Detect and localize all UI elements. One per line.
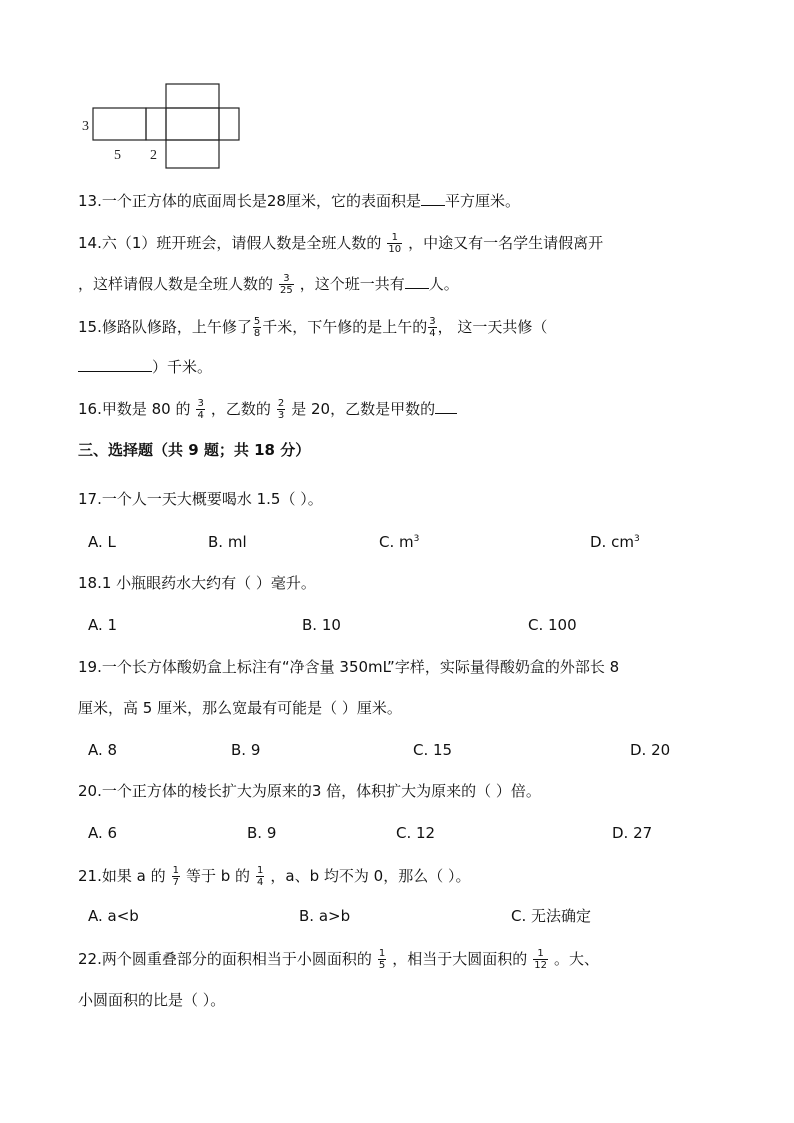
question-13 — [78, 191, 520, 211]
question-19-line-1: 19.一个长方体酸奶盒上标注有“净含量 350mL”字样，实际量得酸奶盒的外部长 8 — [78, 658, 620, 676]
q15-fraction-2 — [428, 316, 436, 339]
q18-option-c-label: C. 100 — [528, 616, 577, 634]
q21-frac1-num: 1 — [172, 865, 179, 876]
q14-answer-blank[interactable] — [405, 274, 429, 289]
q15-frac1-den: 8 — [253, 328, 261, 339]
q15-frac2-num: 3 — [429, 316, 436, 327]
q21-option-b[interactable] — [299, 906, 350, 926]
q22-frac2-den: 12 — [534, 960, 547, 971]
q14-text-2: ，中途又有一名学生请假离开 — [408, 234, 604, 252]
question-16 — [78, 398, 457, 421]
q20-option-c[interactable] — [396, 823, 435, 843]
q19-option-c-label: C. 15 — [413, 741, 453, 759]
q16-frac1-den: 4 — [197, 410, 204, 421]
net-face-bottom — [166, 140, 219, 168]
q15-text-4: ）千米。 — [152, 358, 213, 376]
net-face-left — [93, 108, 146, 140]
q20-option-a-label: A. 6 — [88, 824, 118, 842]
question-15-line-2 — [78, 357, 212, 377]
q22-frac1-num: 1 — [378, 948, 386, 959]
q20-option-b-label: B. 9 — [247, 824, 277, 842]
question-14-line-1 — [78, 232, 603, 255]
q15-frac2-den: 4 — [429, 328, 436, 339]
q21-fraction-1 — [172, 865, 180, 888]
q21-option-a[interactable] — [88, 906, 139, 926]
q19-option-d[interactable] — [630, 740, 670, 760]
q16-frac2-num: 2 — [277, 398, 285, 409]
q22-text-1: 22.两个圆重叠部分的面积相当于小圆面积的 — [78, 950, 372, 968]
q20-option-d[interactable] — [612, 823, 652, 843]
q14-text-5: 人。 — [428, 275, 459, 293]
q17-option-c-label: C. m — [379, 533, 414, 551]
q22-fraction-2 — [533, 948, 548, 971]
q19-option-a-label: A. 8 — [88, 741, 118, 759]
q19-option-b[interactable] — [231, 740, 260, 760]
q16-frac1-num: 3 — [197, 398, 204, 409]
question-17: 17.一个人一天大概要喝水 1.5（ ）。 — [78, 490, 323, 508]
net-face-mid — [146, 108, 166, 140]
q16-answer-blank[interactable] — [435, 399, 457, 414]
q13-text-before: 13.一个正方体的底面周长是28厘米，它的表面积是 — [78, 192, 421, 210]
q20-option-c-label: C. 12 — [396, 824, 436, 842]
q17-option-b[interactable] — [208, 532, 247, 552]
q16-text-1: 16.甲数是 80 的 — [78, 400, 191, 418]
q13-text-after: 平方厘米。 — [444, 192, 520, 210]
q14-frac1-num: 1 — [387, 232, 402, 244]
q14-text-4: ，这个班一共有 — [299, 275, 405, 293]
q14-fraction-2 — [279, 273, 294, 296]
q17-option-c[interactable] — [379, 532, 419, 552]
q21-text-3: ，a、b 均不为 0，那么（ ）。 — [270, 867, 471, 885]
question-19-line-2: 厘米，高 5 厘米，那么宽最有可能是（ ）厘米。 — [78, 699, 402, 717]
q15-answer-blank[interactable] — [78, 357, 152, 372]
net-face-right — [219, 108, 239, 140]
q21-frac2-den: 4 — [257, 877, 264, 888]
q17-option-a[interactable] — [88, 532, 116, 552]
q16-fraction-2 — [277, 398, 285, 421]
q17-option-b-label: B. ml — [208, 533, 247, 551]
q18-option-a[interactable] — [88, 615, 117, 635]
q21-option-c[interactable] — [511, 906, 591, 926]
q17-option-d-sup: 3 — [633, 534, 640, 544]
q18-option-c[interactable] — [528, 615, 577, 635]
q20-option-d-label: D. 27 — [612, 824, 653, 842]
net-label-length: 5 — [114, 148, 121, 163]
question-15-line-1 — [78, 316, 547, 339]
q21-option-a-label: A. a<b — [88, 907, 139, 925]
q21-text-1: 21.如果 a 的 — [78, 867, 166, 885]
q18-option-a-label: A. 1 — [88, 616, 118, 634]
q16-frac2-den: 3 — [277, 410, 285, 421]
q15-text-3: ， 这一天共修（ — [437, 318, 548, 336]
q20-option-a[interactable] — [88, 823, 117, 843]
q21-frac1-den: 7 — [172, 877, 179, 888]
q17-option-d-label: D. cm — [590, 533, 634, 551]
q22-text-3: 。大、 — [553, 950, 599, 968]
question-22-line-1 — [78, 948, 599, 971]
q14-frac1-den: 10 — [388, 244, 402, 255]
q15-text-1: 15.修路队修路，上午修了 — [78, 318, 252, 336]
q22-frac2-num: 1 — [533, 948, 548, 960]
q15-frac1-num: 5 — [253, 316, 261, 327]
q18-option-b[interactable] — [302, 615, 341, 635]
q16-fraction-1 — [196, 398, 204, 421]
question-18: 18.1 小瓶眼药水大约有（ ）毫升。 — [78, 574, 316, 592]
question-14-line-2 — [78, 273, 459, 296]
q22-text-2: ，相当于大圆面积的 — [392, 950, 528, 968]
q19-option-b-label: B. 9 — [231, 741, 261, 759]
section-title: 三、选择题（共 9 题；共 18 分） — [78, 441, 311, 459]
cuboid-net-figure — [78, 80, 248, 172]
question-22-line-2: 小圆面积的比是（ ）。 — [78, 991, 226, 1009]
q16-text-3: 是 20，乙数是甲数的 — [291, 400, 436, 418]
q18-option-b-label: B. 10 — [302, 616, 341, 634]
q21-fraction-2 — [256, 865, 264, 888]
q14-text-3: ，这样请假人数是全班人数的 — [78, 275, 274, 293]
q14-text-1: 14.六（1）班开班会，请假人数是全班人数的 — [78, 234, 382, 252]
question-21 — [78, 865, 470, 888]
q17-option-a-label: A. L — [88, 533, 116, 551]
q16-text-2: ，乙数的 — [210, 400, 271, 418]
q17-option-d[interactable] — [590, 532, 640, 552]
q19-option-a[interactable] — [88, 740, 117, 760]
q14-frac2-num: 3 — [279, 273, 294, 285]
net-face-top — [166, 84, 219, 108]
q21-text-2: 等于 b 的 — [185, 867, 251, 885]
q22-fraction-1 — [378, 948, 386, 971]
q14-fraction-1 — [387, 232, 402, 255]
q13-answer-blank[interactable] — [421, 191, 445, 206]
net-label-width: 2 — [150, 148, 157, 163]
question-20: 20.一个正方体的棱长扩大为原来的3 倍，体积扩大为原来的（ ）倍。 — [78, 782, 541, 800]
q22-frac1-den: 5 — [378, 960, 386, 971]
q20-option-b[interactable] — [247, 823, 276, 843]
net-label-height: 3 — [82, 119, 89, 134]
q17-option-c-sup: 3 — [413, 534, 420, 544]
q19-option-c[interactable] — [413, 740, 452, 760]
q15-fraction-1 — [253, 316, 261, 339]
net-face-center — [166, 108, 219, 140]
q21-option-c-label: C. 无法确定 — [511, 907, 592, 925]
q21-option-b-label: B. a>b — [299, 907, 351, 925]
q19-option-d-label: D. 20 — [630, 741, 671, 759]
q21-frac2-num: 1 — [257, 865, 264, 876]
q15-text-2: 千米，下午修的是上午的 — [262, 318, 428, 336]
q14-frac2-den: 25 — [280, 285, 293, 296]
